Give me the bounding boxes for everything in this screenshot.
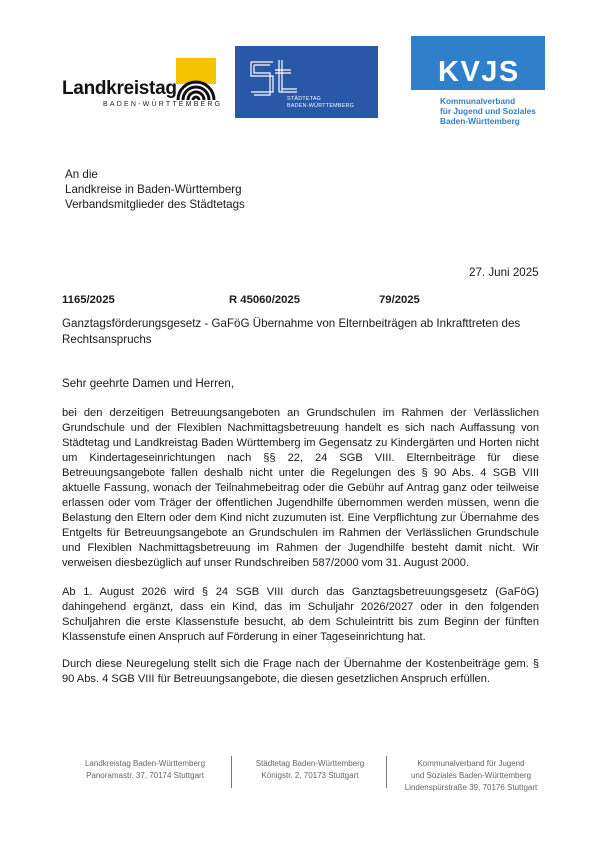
letter-subject: Ganztagsförderungsgesetz - GaFöG Übernahme von Elternbeiträgen ab Inkrafttreten des Rechtsanspruchs — [62, 317, 521, 346]
landkreistag-subtitle: BADEN-WÜRTTEMBERG — [103, 101, 223, 108]
footer-divider — [231, 756, 232, 788]
body-paragraph: bei den derzeitigen Betreuungsangeboten an Grundschulen im Rahmen der Verlässlichen Grundschule und der Flexiblen Nachmittagsbetreuung handelt es sich nach Auffassung von Städtetag und Landkreistag Baden Württemberg im Gegensatz zu Kindergärten und Horten nicht um Kindertageseinrichtungen nach §§ 22, 24 SGB VIII. Elternbeiträge für diese Betreuungsangebote fallen deshalb nicht unter die Regelungen des § 90 Abs. 4 SGB VIII aktuelle Fassung, wonach der Teilnahmebeitrag oder die Gebühr auf Antrag ganz oder teilweise erlassen oder vom Träger der öffentlichen Jugendhilfe übernommen werden müssen, wenn die Belastung den Eltern oder dem Kind nicht zuzumuten ist. Eine Verpflichtung zur Übernahme des Entgelts für Betreuungsangebote an Grundschulen im Rahmen der Verlässlichen Grundschule und Flexiblen Nachmittagsbetreuung im Rahmen der Jugendhilfe besteht damit nicht. Wir verweisen diesbezüglich auf unser Rundschreiben 587/2000 vom 31. August 2000. — [62, 407, 539, 569]
footer-line: Städtetag Baden-Württemberg — [255, 759, 365, 768]
staedtetag-subtitle — [287, 96, 354, 109]
letter-salutation: Sehr geehrte Damen und Herren, — [62, 377, 235, 390]
letter-date: 27. Juni 2025 — [469, 266, 539, 279]
recipient-line: An die — [65, 168, 98, 181]
footer-line: Landkreistag Baden-Württemberg — [84, 759, 206, 768]
kvjs-sub-line2: für Jugend und Soziales — [440, 106, 536, 116]
kvjs-wordmark: KVJS — [438, 56, 520, 88]
footer-landkreistag — [70, 758, 220, 782]
kvjs-subtitle — [440, 96, 536, 126]
footer-line: und Soziales Baden-Württemberg — [410, 771, 532, 780]
footer-line: Lindenspürstraße 39, 70176 Stuttgart — [404, 783, 538, 792]
recipient-line: Verbandsmitglieder des Städtetags — [65, 198, 245, 211]
footer-line: Kommunalverband für Jugend — [417, 759, 525, 768]
body-paragraph: Durch diese Neuregelung stellt sich die Frage nach der Übernahme der Kostenbeiträge gem. § 90 Abs. 4 SGB VIII für Betreuungsangebote, die diesen gesetzlichen Anspruch erfüllen. — [62, 658, 539, 685]
reference-number-staedtetag: R 45060/2025 — [229, 294, 300, 306]
kvjs-sub-line3: Baden-Württemberg — [440, 116, 520, 126]
landkreistag-arch-icon — [176, 58, 216, 100]
staedtetag-sub-line1: STÄDTETAG — [287, 96, 322, 102]
reference-number-kvjs: 79/2025 — [379, 294, 420, 306]
footer-line: Panoramastr. 37, 70174 Stuttgart — [86, 771, 204, 780]
landkreistag-wordmark: Landkreistag — [62, 78, 177, 99]
staedtetag-sub-line2: BADEN-WÜRTTEMBERG — [287, 102, 355, 109]
kvjs-sub-line1: Kommunalverband — [440, 96, 516, 106]
footer-divider — [386, 756, 387, 788]
footer-line: Königstr. 2, 70173 Stuttgart — [261, 771, 359, 780]
body-paragraph: Ab 1. August 2026 wird § 24 SGB VIII durch das Ganztagsbetreuungsgesetz (GaFöG) dahingehend ergänzt, dass ein Kind, das im Schuljahr 2026/2027 oder in den folgenden Schuljahren die erste Klassenstufe besucht, ab dem Schuleintritt bis zum Beginn der fünften Klassenstufe einen Anspruch auf Förderung in einer Tageseinrichtung hat. — [62, 586, 539, 643]
footer-kvjs — [392, 758, 550, 794]
reference-number-landkreistag: 1165/2025 — [62, 294, 115, 306]
recipient-line: Landkreise in Baden-Württemberg — [65, 183, 242, 196]
footer-staedtetag — [240, 758, 380, 782]
recipient-address — [65, 167, 245, 212]
